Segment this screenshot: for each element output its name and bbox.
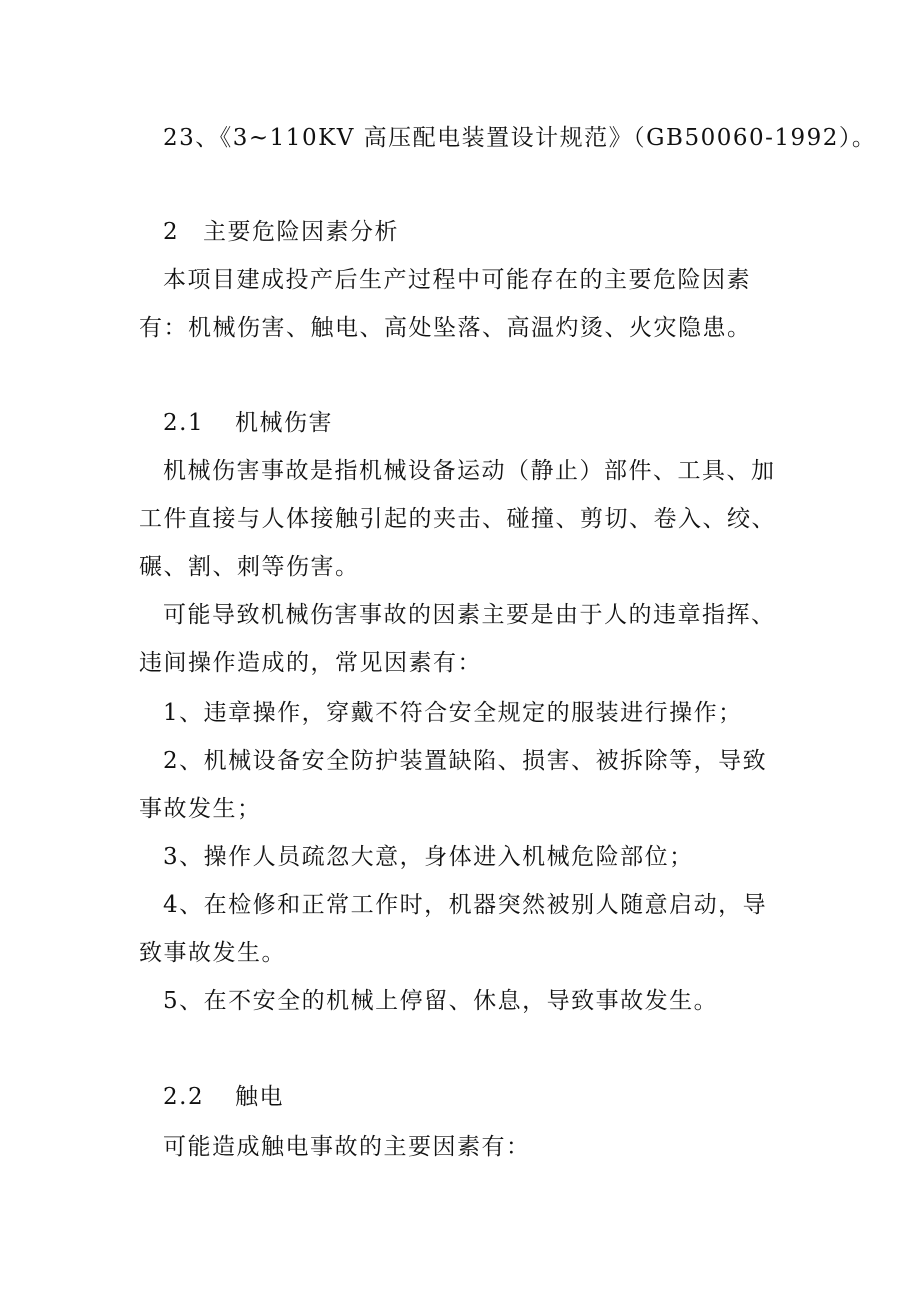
list-item-5: 5、在不安全的机械上停留、休息，导致事故发生。: [163, 988, 719, 1014]
section-2-number: 2: [163, 219, 180, 245]
section-2-1-cause-line-2: 违间操作造成的，常见因素有：: [139, 650, 482, 676]
section-2-heading: [163, 216, 399, 248]
list-item-3: 3、操作人员疏忽大意，身体进入机械危险部位；: [163, 844, 694, 870]
section-2-1-cause-line-1: 可能导致机械伤害事故的因素主要是由于人的违章指挥、: [163, 602, 776, 628]
section-2-1-heading: [163, 407, 333, 439]
section-2-title: 主要危险因素分析: [203, 219, 399, 245]
section-2-intro-line-2: 有：机械伤害、触电、高处坠落、高温灼烫、火灾隐患。: [139, 315, 752, 341]
list-item-2-line-2: 事故发生；: [139, 796, 262, 822]
list-item-2-line-1: 2、机械设备安全防护装置缺陷、损害、被拆除等，导致: [163, 748, 768, 774]
section-2-1-number: 2.1: [163, 410, 205, 436]
section-2-1-definition-line-1: 机械伤害事故是指机械设备运动（静止）部件、工具、加: [163, 458, 776, 484]
reference-item-23: 23、《3~110KV 高压配电装置设计规范》（GB50060-1992）。: [163, 125, 877, 151]
section-2-1-title: 机械伤害: [235, 410, 333, 436]
section-2-intro-line-1: 本项目建成投产后生产过程中可能存在的主要危险因素: [163, 267, 751, 293]
list-item-1: 1、违章操作，穿戴不符合安全规定的服装进行操作；: [163, 700, 743, 726]
section-2-2-intro: 可能造成触电事故的主要因素有：: [163, 1134, 531, 1160]
section-2-2-number: 2.2: [163, 1084, 205, 1110]
section-2-1-definition-line-3: 碾、割、刺等伤害。: [139, 554, 360, 580]
list-item-4-line-1: 4、在检修和正常工作时，机器突然被别人随意启动，导: [163, 892, 768, 918]
section-2-1-definition-line-2: 工件直接与人体接触引起的夹击、碰撞、剪切、卷入、绞、: [139, 506, 776, 532]
section-2-2-title: 触电: [235, 1084, 284, 1110]
list-item-4-line-2: 致事故发生。: [139, 940, 286, 966]
section-2-2-heading: [163, 1081, 284, 1113]
